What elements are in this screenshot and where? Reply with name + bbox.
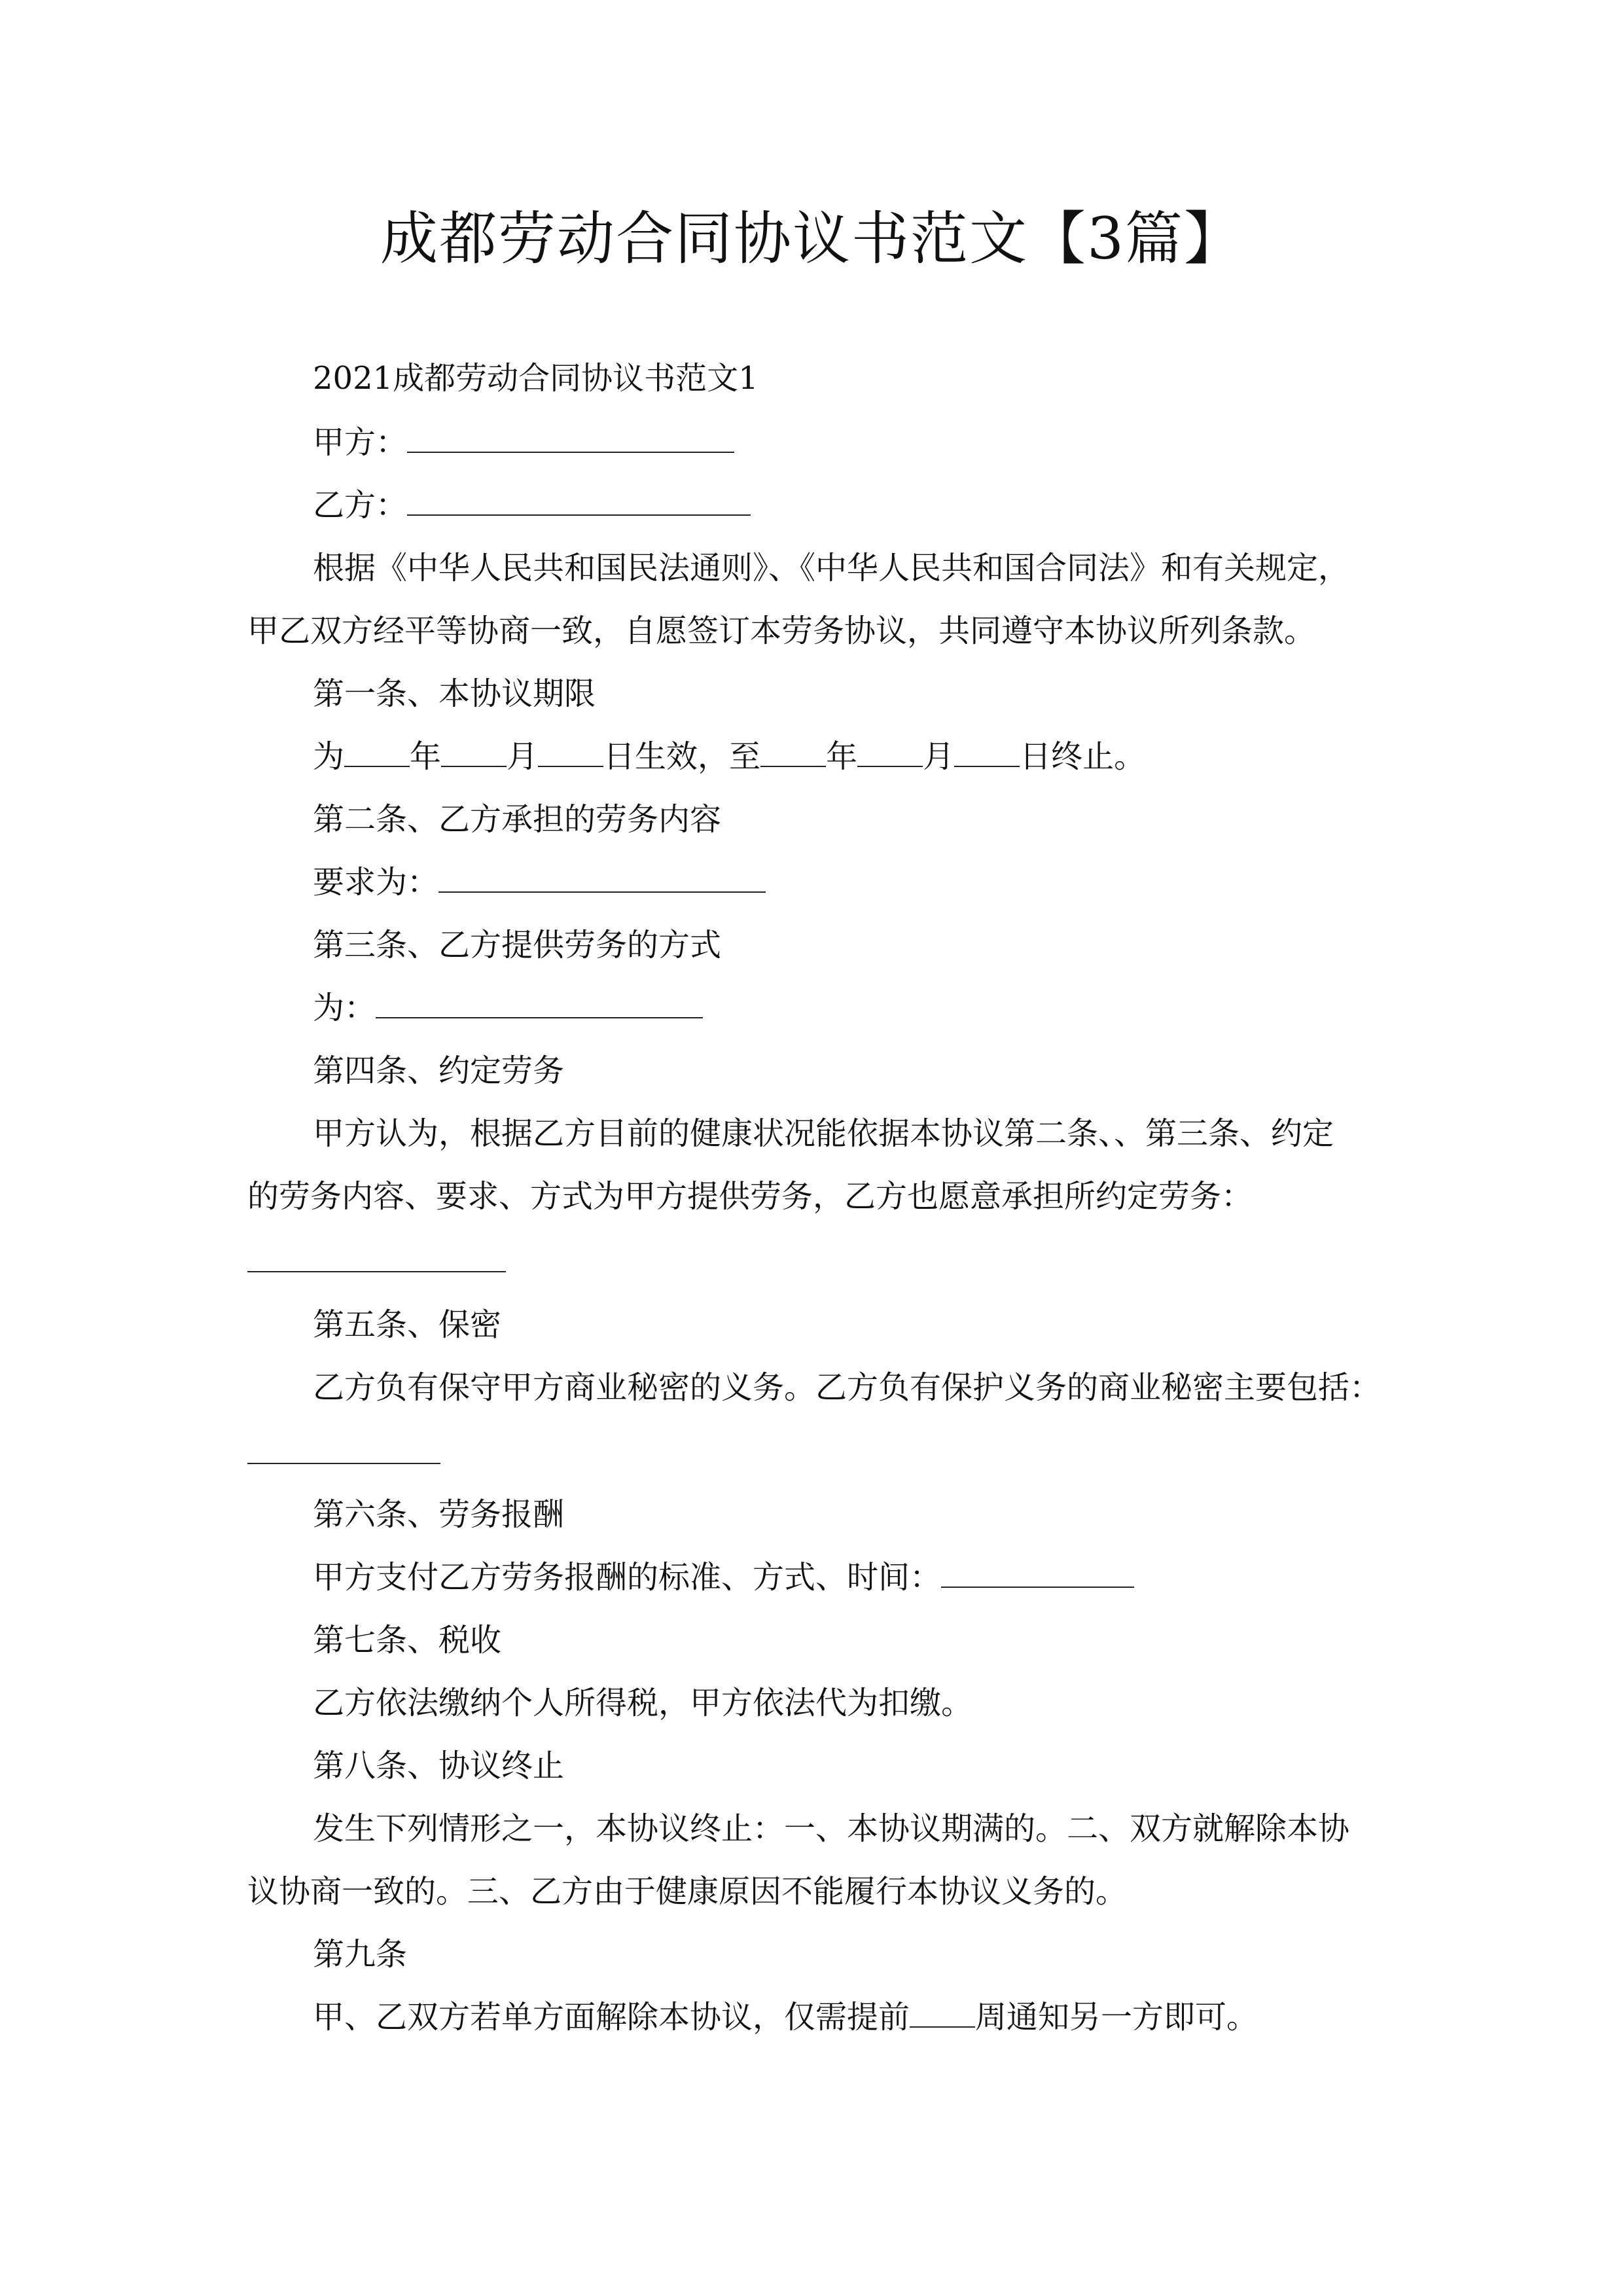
article-4-blank-line (247, 1271, 506, 1272)
requirement-label: 要求为： (313, 864, 439, 901)
term-text-year-2: 年 (826, 738, 858, 775)
start-day-blank (538, 737, 603, 767)
party-a-blank (407, 423, 734, 453)
term-text-month-2: 月 (923, 738, 955, 775)
contract-subtitle: 2021成都劳动合同协议书范文1 (313, 360, 758, 397)
article-9-heading: 第九条 (313, 1936, 408, 1973)
notice-text-start: 甲、乙双方若单方面解除本协议，仅需提前 (313, 1999, 910, 2036)
article-7-heading: 第七条、税收 (313, 1622, 502, 1659)
method-label: 为： (313, 990, 376, 1026)
article-2-requirement-line (313, 863, 766, 902)
article-5-heading: 第五条、保密 (313, 1306, 502, 1343)
requirement-blank (438, 863, 766, 893)
term-text-month: 月 (507, 738, 539, 775)
article-4-line-2: 的劳务内容、要求、方式为甲方提供劳务，乙方也愿意承担所约定劳务： (247, 1178, 1253, 1215)
method-blank (376, 988, 703, 1018)
start-year-blank (344, 737, 410, 767)
article-3-heading: 第三条、乙方提供劳务的方式 (313, 927, 722, 963)
article-8-line-1: 发生下列情形之一，本协议终止：一、本协议期满的。二、双方就解除本协 (313, 1810, 1350, 1847)
article-4-heading: 第四条、约定劳务 (313, 1052, 565, 1089)
article-8-line-2: 议协商一致的。三、乙方由于健康原因不能履行本协议义务的。 (247, 1873, 1128, 1910)
article-6-heading: 第六条、劳务报酬 (313, 1496, 565, 1533)
end-day-blank (954, 737, 1020, 767)
party-b-line (313, 486, 751, 525)
article-3-method-line (313, 988, 703, 1028)
article-9-line (313, 1998, 1258, 2037)
article-7-line-1: 乙方依法缴纳个人所得税，甲方依法代为扣缴。 (313, 1685, 973, 1721)
article-8-heading: 第八条、协议终止 (313, 1748, 565, 1784)
article-4-line-1: 甲方认为，根据乙方目前的健康状况能依据本协议第二条、、第三条、约定 (313, 1115, 1334, 1152)
term-text-year: 年 (410, 738, 442, 775)
remuneration-text: 甲方支付乙方劳务报酬的标准、方式、时间： (313, 1559, 942, 1596)
article-2-heading: 第二条、乙方承担的劳务内容 (313, 801, 722, 838)
end-month-blank (857, 737, 923, 767)
party-a-label: 甲方： (313, 424, 408, 461)
party-b-label: 乙方： (313, 487, 408, 524)
document-title: 成都劳动合同协议书范文【3篇】 (380, 205, 1243, 272)
article-6-line (313, 1558, 1134, 1597)
intro-paragraph-line-1: 根据《中华人民共和国民法通则》、《中华人民共和国合同法》和有关规定， (313, 550, 1350, 586)
intro-paragraph-line-2: 甲乙双方经平等协商一致，自愿签订本劳务协议，共同遵守本协议所列条款。 (247, 613, 1316, 649)
party-a-line (313, 423, 734, 462)
start-month-blank (441, 737, 507, 767)
article-5-line-1: 乙方负有保守甲方商业秘密的义务。乙方负有保护义务的商业秘密主要包括： (313, 1369, 1382, 1406)
party-b-blank (407, 486, 751, 516)
end-year-blank (760, 737, 826, 767)
notice-weeks-blank (910, 1998, 975, 2028)
article-5-blank-line (247, 1463, 440, 1464)
notice-text-end: 周通知另一方即可。 (975, 1999, 1258, 2036)
term-text-effective: 日生效，至 (603, 738, 761, 775)
term-text-terminate: 日终止。 (1020, 738, 1146, 775)
term-text-for: 为 (313, 738, 345, 775)
article-1-heading: 第一条、本协议期限 (313, 675, 596, 712)
remuneration-blank (941, 1558, 1134, 1588)
article-1-term-line (313, 737, 1145, 776)
